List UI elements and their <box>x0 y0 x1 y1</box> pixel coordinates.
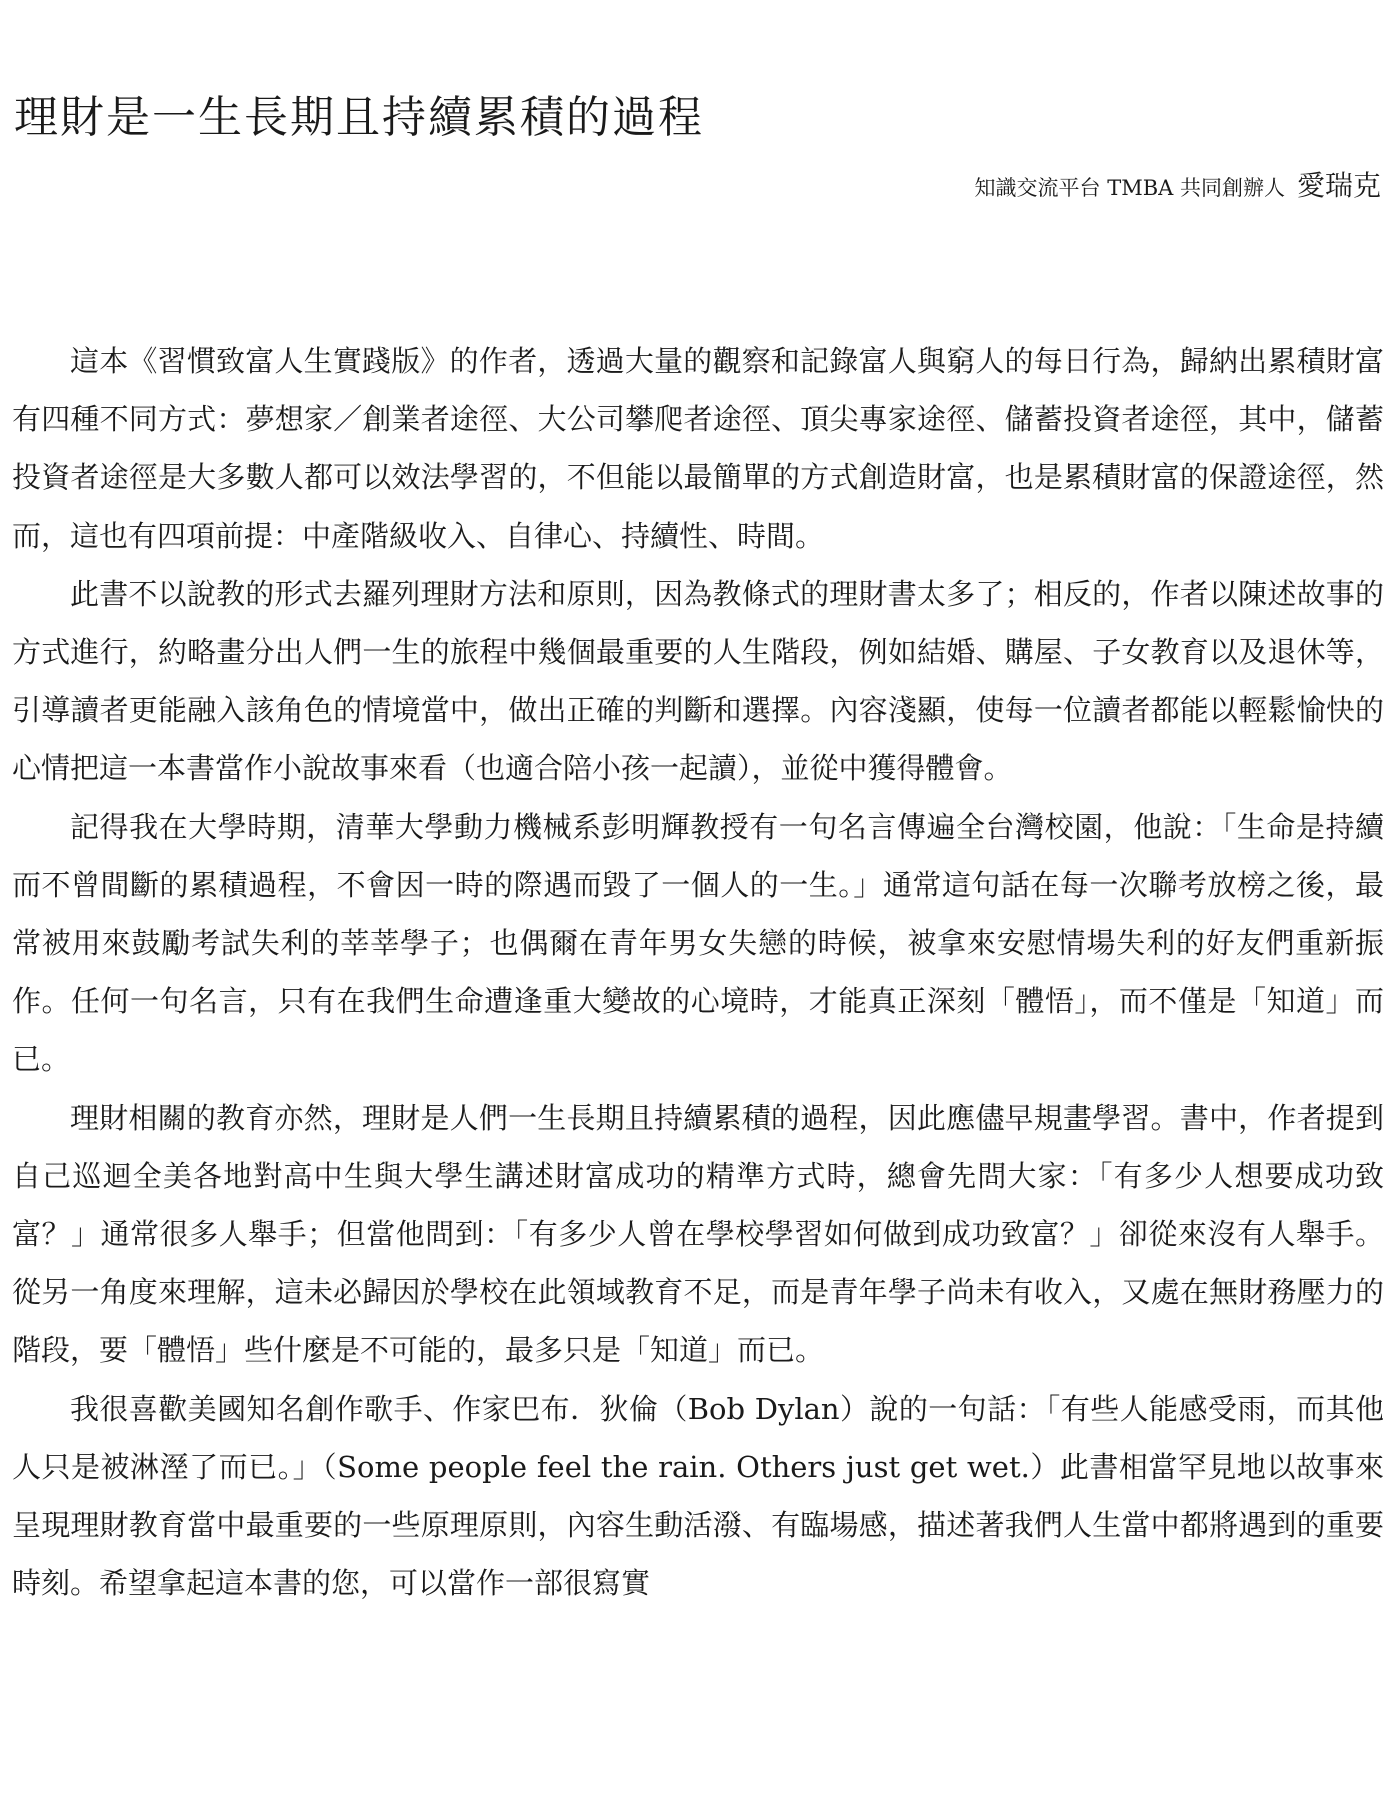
paragraph: 我很喜歡美國知名創作歌手、作家巴布．狄倫（Bob Dylan）說的一句話：「有些人能感受雨，而其他人只是被淋溼了而已。」（Some people feel the rain. Others just get wet.）此書相當罕見地以故事來呈現理財教育當中最重要的一些原理原則，內容生動活潑、有臨場感，描述著我們人生當中都將遇到的重要時刻。希望拿起這本書的您，可以當作一部很寫實 <box>12 1391 1384 1601</box>
paragraph: 理財相關的教育亦然，理財是人們一生長期且持續累積的過程，因此應儘早規畫學習。書中，作者提到自己巡迴全美各地對高中生與大學生講述財富成功的精準方式時，總會先問大家：「有多少人想要成功致富？」通常很多人舉手；但當他問到：「有多少人曾在學校學習如何做到成功致富？」卻從來沒有人舉手。從另一角度來理解，這未必歸因於學校在此領域教育不足，而是青年學子尚未有收入，又處在無財務壓力的階段，要「體悟」些什麼是不可能的，最多只是「知道」而已。 <box>12 1100 1384 1368</box>
paragraph: 這本《習慣致富人生實踐版》的作者，透過大量的觀察和記錄富人與窮人的每日行為，歸納出累積財富有四種不同方式：夢想家／創業者途徑、大公司攀爬者途徑、頂尖專家途徑、儲蓄投資者途徑，其中，儲蓄投資者途徑是大多數人都可以效法學習的，不但能以最簡單的方式創造財富，也是累積財富的保證途徑，然而，這也有四項前提：中產階級收入、自律心、持續性、時間。 <box>12 344 1384 553</box>
paragraph: 記得我在大學時期，清華大學動力機械系彭明輝教授有一句名言傳遍全台灣校園，他說：「生命是持續而不曾間斷的累積過程，不會因一時的際遇而毀了一個人的一生。」通常這句話在每一次聯考放榜之後，最常被用來鼓勵考試失利的莘莘學子；也偶爾在青年男女失戀的時候，被拿來安慰情場失利的好友們重新振作。任何一句名言，只有在我們生命遭逢重大變故的心境時，才能真正深刻「體悟」，而不僅是「知道」而已。 <box>12 809 1384 1077</box>
article-body <box>12 332 1384 1612</box>
paragraph: 此書不以說教的形式去羅列理財方法和原則，因為教條式的理財書太多了；相反的，作者以陳述故事的方式進行，約略畫分出人們一生的旅程中幾個最重要的人生階段，例如結婚、購屋、子女教育以及退休等，引導讀者更能融入該角色的情境當中，做出正確的判斷和選擇。內容淺顯，使每一位讀者都能以輕鬆愉快的心情把這一本書當作小說故事來看（也適合陪小孩一起讀），並從中獲得體會。 <box>12 576 1384 786</box>
author-role: 知識交流平台 TMBA 共同創辦人 <box>974 176 1285 200</box>
author-byline <box>975 166 1381 210</box>
author-name: 愛瑞克 <box>1296 169 1381 202</box>
page-title: 理財是一生長期且持續累積的過程 <box>14 92 704 143</box>
